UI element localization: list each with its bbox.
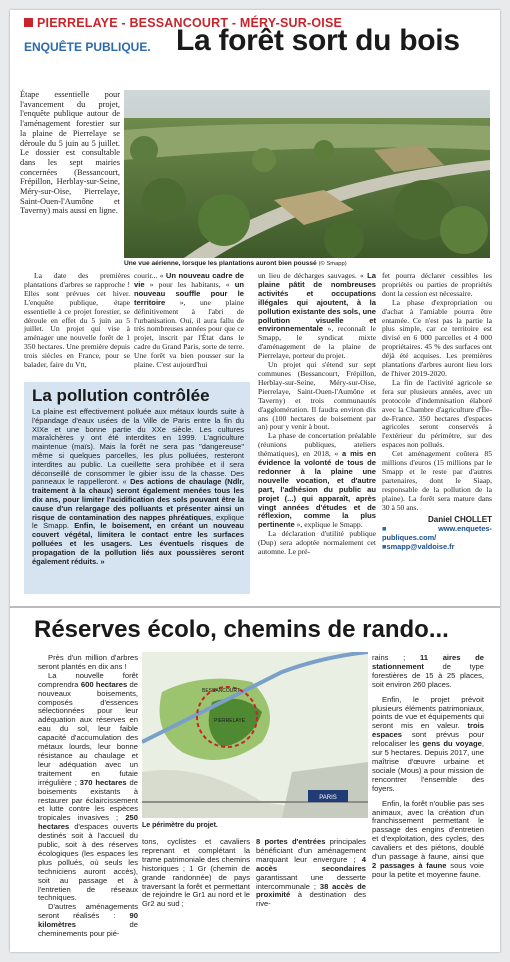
colC-e: 38 accès de proximité bbox=[256, 881, 366, 900]
square-icon bbox=[24, 18, 33, 27]
col2-e: », une plaine définitivement à l'abri de l'urbanisation. Oui, il aura fallu de très nombreuses années pour que ce projet, inscrit par l'État dans le cadre du Grand Paris, sorte de terre. Une forêt va bien pousser sur la plaine. C'est aujourd'hui bbox=[134, 297, 244, 370]
colA-a: Près d'un million d'arbres seront plantés en dix ans ! bbox=[38, 653, 138, 671]
pollution-box bbox=[24, 382, 250, 594]
box-text-d: Enfin, le boisement, en créant un nouveau couvert végétal, limitera le contact entre les surfaces polluées et les usagers. Les éventuels risques de propagation de la pollution liés aux poussières seront également réduits. » bbox=[32, 521, 244, 566]
colA-b: La nouvelle forêt comprendra bbox=[38, 670, 138, 689]
colA-h: d'espaces ouverts destinés soit à l'accueil du public, soit à des réserves écologiques (les espaces les plus pollués, où seuls les techniciens auront accès), soit au passage et à l'entretien de réseaux techniques. bbox=[38, 822, 138, 903]
col3-a: un lieu de décharges sauvages. « bbox=[258, 271, 368, 280]
colC-d: garantissant une desserte intercommunale ; bbox=[256, 872, 366, 891]
colA-i: D'autres aménagements seront réalisés : bbox=[38, 902, 138, 921]
map-label-pierrelaye: PIERRELAYE bbox=[214, 718, 246, 724]
map-label-bessancourt: BESSANCOURT bbox=[202, 688, 240, 694]
caption-text: Une vue aérienne, lorsque les plantations auront bien poussé bbox=[124, 260, 317, 267]
colA-f: de boisements existants à restaurer par éclaircissement et lutte contre les espèces tropicales invasives ; bbox=[38, 777, 138, 823]
col2-b: Un nouveau cadre de vie bbox=[134, 271, 244, 289]
col2-c: » pour les habitants, « bbox=[144, 279, 235, 289]
article-col-4 bbox=[382, 272, 492, 552]
colD-c: de type forestières de 15 à 25 places, soit environ 260 places. bbox=[372, 661, 484, 689]
box-text-c: , explique le Smapp. bbox=[32, 512, 244, 531]
col3-b: La plaine pâtit de nombreuses activités et occupations illégales qui ajoutent, à la pollution existante des sols, une pollution visuelle et environnementale bbox=[258, 271, 376, 334]
aerial-photo bbox=[124, 90, 490, 258]
colD-k: sous voie pour la petite et moyenne faune. bbox=[372, 860, 484, 879]
col2-a: courir... « bbox=[134, 271, 166, 280]
colA-d: de nouveaux boisements, composés d'essences sélectionnées pour leur adéquation aux réserves en eau du sol, leur faible capacité d'accumulation des métaux lourds, leur bonne résistance au chaulage et leur adéquation avec un traitement en futaie irrégulière ; bbox=[38, 679, 138, 787]
colD-i: Enfin, la forêt n'oublie pas ses animaux, avec la création d'un franchissement permettant le passage des engins d'entretien et d'exploitation, des cycles, des cavaliers et des piétons, doublé d'un passage à faune, ainsi que bbox=[372, 798, 484, 862]
colC-b: principales bénéficiant d'un aménagement marquant leur envergure ; bbox=[256, 837, 366, 864]
col3-f: a mis en évidence la volonté de tous de redonner à la plaine une nouvelle vocation, et d'autre part, l'adhésion du public au projet (...) qui apparaît, après vingt années d'études et de réflexion, comme la plus pertinente bbox=[258, 449, 377, 530]
article-col-3 bbox=[258, 272, 376, 557]
colA-j: 90 kilomètres bbox=[38, 911, 138, 930]
col3-e: La phase de concertation préalable (réunions publiques, ateliers thématiques), en 2018, « bbox=[258, 431, 376, 459]
map-label-paris: PARIS bbox=[319, 795, 337, 801]
colA-g: 250 hectares bbox=[38, 813, 138, 832]
box-text bbox=[32, 408, 244, 566]
colC-c: 4 accès secondaires bbox=[256, 854, 366, 873]
colA-c: 600 hectares bbox=[80, 679, 128, 689]
col4-c: La fin de l'activité agricole se fera sur plusieurs années, avec un protocole d'indemnisation élaboré avec la Chambre d'agriculture d'Île-de-France. 350 hectares d'espaces agricoles seront conservés à l'extérieur du périmètre, sur des espaces non pollués. bbox=[382, 377, 492, 450]
colB-text: tons, cyclistes et cavaliers reprenant et complétant la trame patrimoniale des chemins historiques ; 1 Gr (chemin de grande randonnée) de pays traversant la forêt et permettant de rejoindre le Gr1 au nord et le Gr2 au sud ; bbox=[142, 837, 250, 909]
colD-b: 11 aires de stationnement bbox=[372, 653, 484, 671]
col4-b: La phase d'expropriation ou d'achat à l'amiable pourra être entamée. Ce n'est pas la partie la plus simple, car ce territoire est divisé en 6 000 parcelles et 4 000 propriétaires. 45 % des surfaces ont déjà été acquises. Les premières plantations d'arbres auront lieu lors de l'hiver 2019-2020. bbox=[382, 297, 492, 378]
colC-f: à destination des rive- bbox=[256, 890, 366, 909]
author-signature: Daniel CHOLLET bbox=[427, 515, 492, 525]
col3-g: », explique le Smapp. bbox=[294, 520, 363, 530]
map-caption: Le périmètre du projet. bbox=[142, 822, 218, 829]
colD-d: Enfin, le projet prévoit plusieurs éléments patrimoniaux, points de vue et équipements qui seront mis en valeur. bbox=[372, 694, 484, 731]
col2-d: un nouveau souffle pour le territoire bbox=[134, 279, 244, 307]
photo-caption bbox=[124, 260, 347, 267]
link1-text[interactable]: www.enquetes-publiques.com/ bbox=[382, 524, 492, 543]
newspaper-page bbox=[10, 10, 500, 952]
project-map bbox=[142, 652, 368, 818]
colD-e: trois espaces bbox=[372, 721, 484, 740]
col4-d: Cet aménagement coûtera 85 millions d'euros (15 millions par le Smapp et le reste par d'autres partenaires, dont le Siaap, responsable de la pollution de la plaine). La forêt sera mature dans 30 à 50 ans. bbox=[382, 449, 492, 512]
colD-h: , sur 5 hectares. Depuis 2017, une maîtrise d'œuvre urbaine et sociale (Mous) a pour mission de rencontrer l'ensemble des foyers. bbox=[372, 739, 484, 793]
link-smapp[interactable] bbox=[382, 543, 492, 552]
second-headline: Réserves écolo, chemins de rando... bbox=[34, 616, 449, 643]
col4-a: fet pourra déclarer cessibles les propriétés ou parties de propriétés dont la cession est nécessaire. bbox=[382, 271, 492, 298]
box-title: La pollution contrôlée bbox=[32, 386, 210, 405]
col3-h: La déclaration d'utilité publique (Dup) sera adoptée normalement cet automne. Le pré- bbox=[258, 529, 376, 557]
box-text-a: La plaine est effectivement polluée aux métaux lourds suite à l'épandage d'eaux usées de la Ville de Paris entre la fin du XIXe et une bonne partie du XXe siècle. Les cultures maraîchères y ont été interdites en 1999. L'agriculture maintenue (maïs). Mais la forêt ne sera pas "dangereuse" même si quelques parcelles, les plus polluées, resteront interdites au public. La cueillette sera prohibée et il sera déconseillé de consommer le gibier issu de la chasse. Des panneaux le rappelleront. « bbox=[32, 407, 244, 487]
colD-a: rains ; bbox=[372, 653, 420, 662]
kicker-text: PIERRELAYE - BESSANCOURT - MÉRY-SUR-OISE bbox=[37, 16, 343, 30]
colD-f: sont prévus pour relocaliser les bbox=[372, 730, 484, 749]
photo-credit: (© Smapp) bbox=[318, 261, 347, 267]
bullet-icon: ■ bbox=[382, 542, 387, 552]
col1-text: La date des premières plantations d'arbres se rapproche ! Elles sont prévues cet hiver. L'enquête publique, étape essentielle à ce projet forestier, se déroule en effet du 5 juin au 5 juillet. Un projet qui vise à aménager une nouvelle forêt de 1 350 hectares. Une première depuis trois siècles en France, pour se balader, faire du Vtt, bbox=[24, 271, 130, 370]
article-col-2 bbox=[134, 272, 244, 370]
colA-k: de cheminements pour pié- bbox=[38, 920, 138, 939]
rubric: ENQUÊTE PUBLIQUE. bbox=[24, 40, 151, 54]
col3-c: », reconnaît le Smapp, le syndicat mixte d'aménagement de la plaine de Pierrelaye, porteur du projet. bbox=[258, 324, 376, 361]
second-col-b bbox=[142, 838, 250, 909]
colC-a: 8 portes d'entrées bbox=[256, 837, 326, 846]
link2-text[interactable]: smapp@valdoise.fr bbox=[386, 542, 455, 552]
section-divider bbox=[10, 606, 500, 608]
article-col-1 bbox=[24, 272, 130, 370]
col3-d: Un projet qui s'étend sur sept communes (Bessancourt, Frépillon, Herblay-sur-Seine, Méry-sur-Oise, Pierrelaye, Saint-Ouen-l'Aumône et Taverny) et trois communautés d'agglomération. Il faudra environ dix ans (100 hectares de boisement par an) pour y venir à bout. bbox=[258, 360, 376, 432]
bullet-icon: ■ bbox=[382, 524, 439, 534]
headline: La forêt sort du bois bbox=[176, 24, 460, 57]
link-enquetes[interactable] bbox=[382, 525, 492, 543]
colD-g: gens du voyage bbox=[422, 739, 482, 749]
colD-j: 2 passages à faune bbox=[372, 860, 447, 870]
second-col-d bbox=[372, 654, 484, 880]
lead-paragraph: Étape essentielle pour l'avancement du projet, l'enquête publique autour de l'aménagement forestier sur la plaine de Pierrelaye se déroule du 5 juin au 5 juillet. Le dossier est consultable dans les sept mairies concernées (Bessancourt, Frépillon, Herblay-sur-Seine, Méry-sur-Oise, Pierrelaye, Saint-Ouen-l'Aumône et Taverny) mais aussi en ligne. bbox=[20, 90, 120, 216]
box-text-b: Des actions de chaulage (Ndlr, traitement à la chaux) seront également menées tous les dix ans, pour limiter l'acidification des sols pouvant être la cause d'un relargage des polluants et présenter ainsi un risque de contamination des nappes phréatiques bbox=[32, 477, 244, 522]
colA-e: 370 hectares bbox=[79, 777, 127, 787]
second-col-a bbox=[38, 654, 138, 939]
second-col-c bbox=[256, 838, 366, 909]
